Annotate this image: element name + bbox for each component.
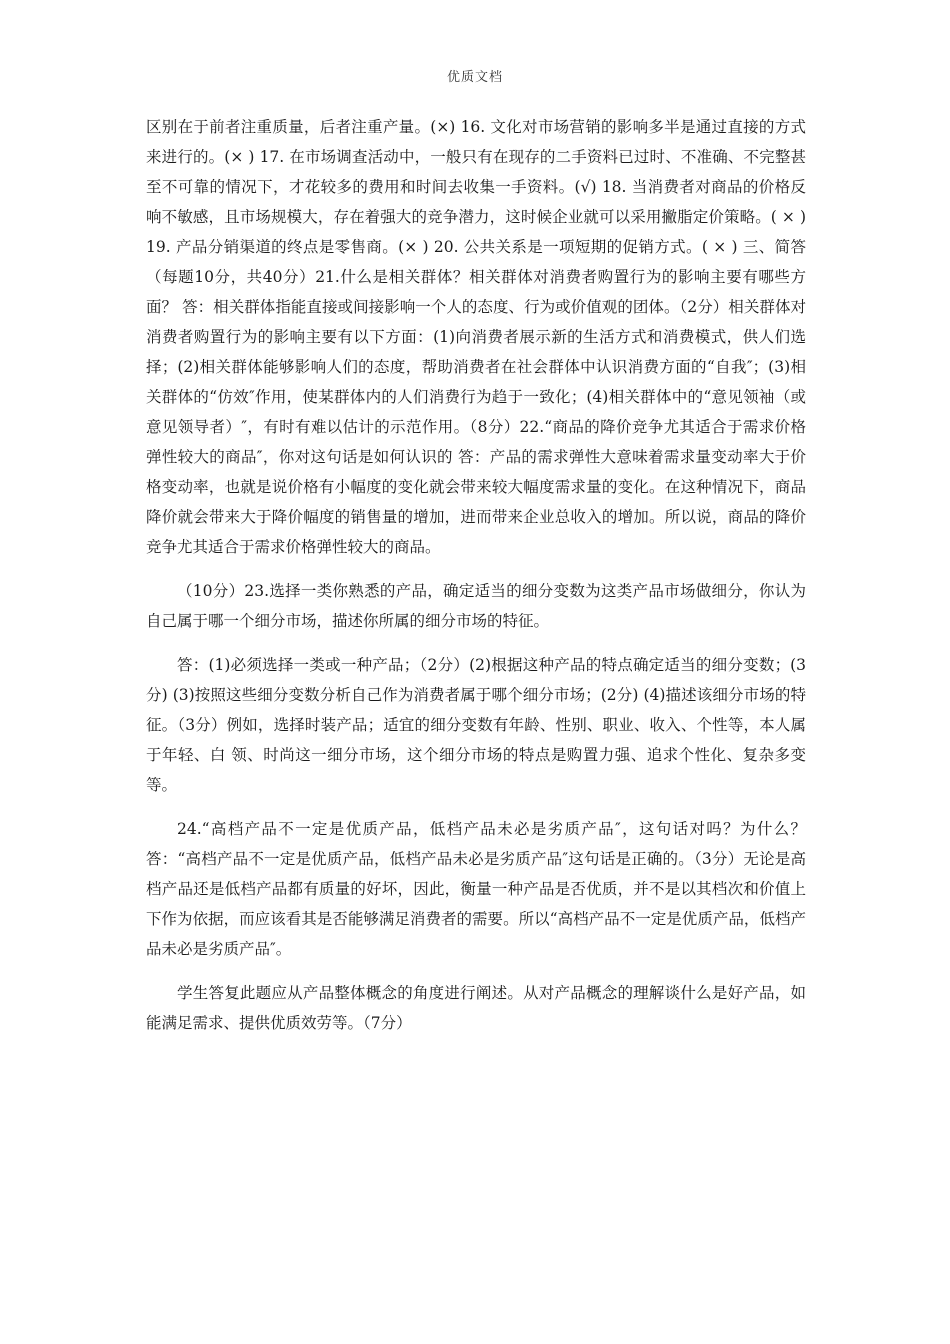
paragraph-true-false-and-q21-q22: 区别在于前者注重质量，后者注重产量。(×) 16. 文化对市场营销的影响多半是通过直接的方式来进行的。(× ) 17. 在市场调查活动中，一般只有在现存的二手资料已过时、不准确、不完整甚至不可靠的情况下，才花较多的费用和时间去收集一手资料。(√) 18. 当消费者对商品的价格反响不敏感，且市场规模大，存在着强大的竞争潜力，这时候企业就可以采用撇脂定价策略。( × ) 19. 产品分销渠道的终点是零售商。(× ) 20. 公共关系是一项短期的促销方式。( × ) 三、简答（每题10分，共40分）21.什么是相关群体？相关群体对消费者购置行为的影响主要有哪些方面？ 答：相关群体指能直接或间接影响一个人的态度、行为或价值观的团体。（2分）相关群体对消费者购置行为的影响主要有以下方面：(1)向消费者展示新的生活方式和消费模式，供人们选择；(2)相关群体能够影响人们的态度，帮助消费者在社会群体中认识消费方面的“自我″；(3)相关群体的“仿效″作用，使某群体内的人们消费行为趋于一致化；(4)相关群体中的“意见领袖（或意见领导者）″，有时有难以估计的示范作用。（8分）22.“商品的降价竞争尤其适合于需求价格弹性较大的商品″，你对这句话是如何认识的 答：产品的需求弹性大意味着需求量变动率大于价格变动率，也就是说价格有小幅度的变化就会带来较大幅度需求量的变化。在这种情况下，商品降价就会带来大于降价幅度的销售量的增加，进而带来企业总收入的增加。所以说，商品的降价竞争尤其适合于需求价格弹性较大的商品。 [146, 118, 806, 556]
page-header: 优质文档 [446, 70, 503, 85]
paragraph-q23-question: （10分）23.选择一类你熟悉的产品，确定适当的细分变数为这类产品市场做细分，你认为自己属于哪一个细分市场，描述你所属的细分市场的特征。 [146, 582, 806, 630]
paragraph-q24: 24.“高档产品不一定是优质产品，低档产品未必是劣质产品″，这句话对吗？为什么？ 答：“高档产品不一定是优质产品，低档产品未必是劣质产品″这句话是正确的。（3分）无论是高档产品还是低档产品都有质量的好坏，因此，衡量一种产品是否优质，并不是以其档次和价值上下作为依据，而应该看其是否能够满足消费者的需要。所以“高档产品不一定是优质产品，低档产品未必是劣质产品″。 [146, 820, 806, 958]
paragraph-q24-note: 学生答复此题应从产品整体概念的角度进行阐述。从对产品概念的理解谈什么是好产品，如能满足需求、提供优质效劳等。（7分） [146, 984, 806, 1032]
document-body [146, 112, 806, 1038]
paragraph-q23-answer: 答：(1)必须选择一类或一种产品；（2分）(2)根据这种产品的特点确定适当的细分变数；(3分) (3)按照这些细分变数分析自己作为消费者属于哪个细分市场；(2分) (4)描述该细分市场的特征。（3分）例如，选择时装产品；适宜的细分变数有年龄、性别、职业、收入、个性等，本人属于年轻、白 领、时尚这一细分市场，这个细分市场的特点是购置力强、追求个性化、复杂多变等。 [146, 656, 806, 794]
